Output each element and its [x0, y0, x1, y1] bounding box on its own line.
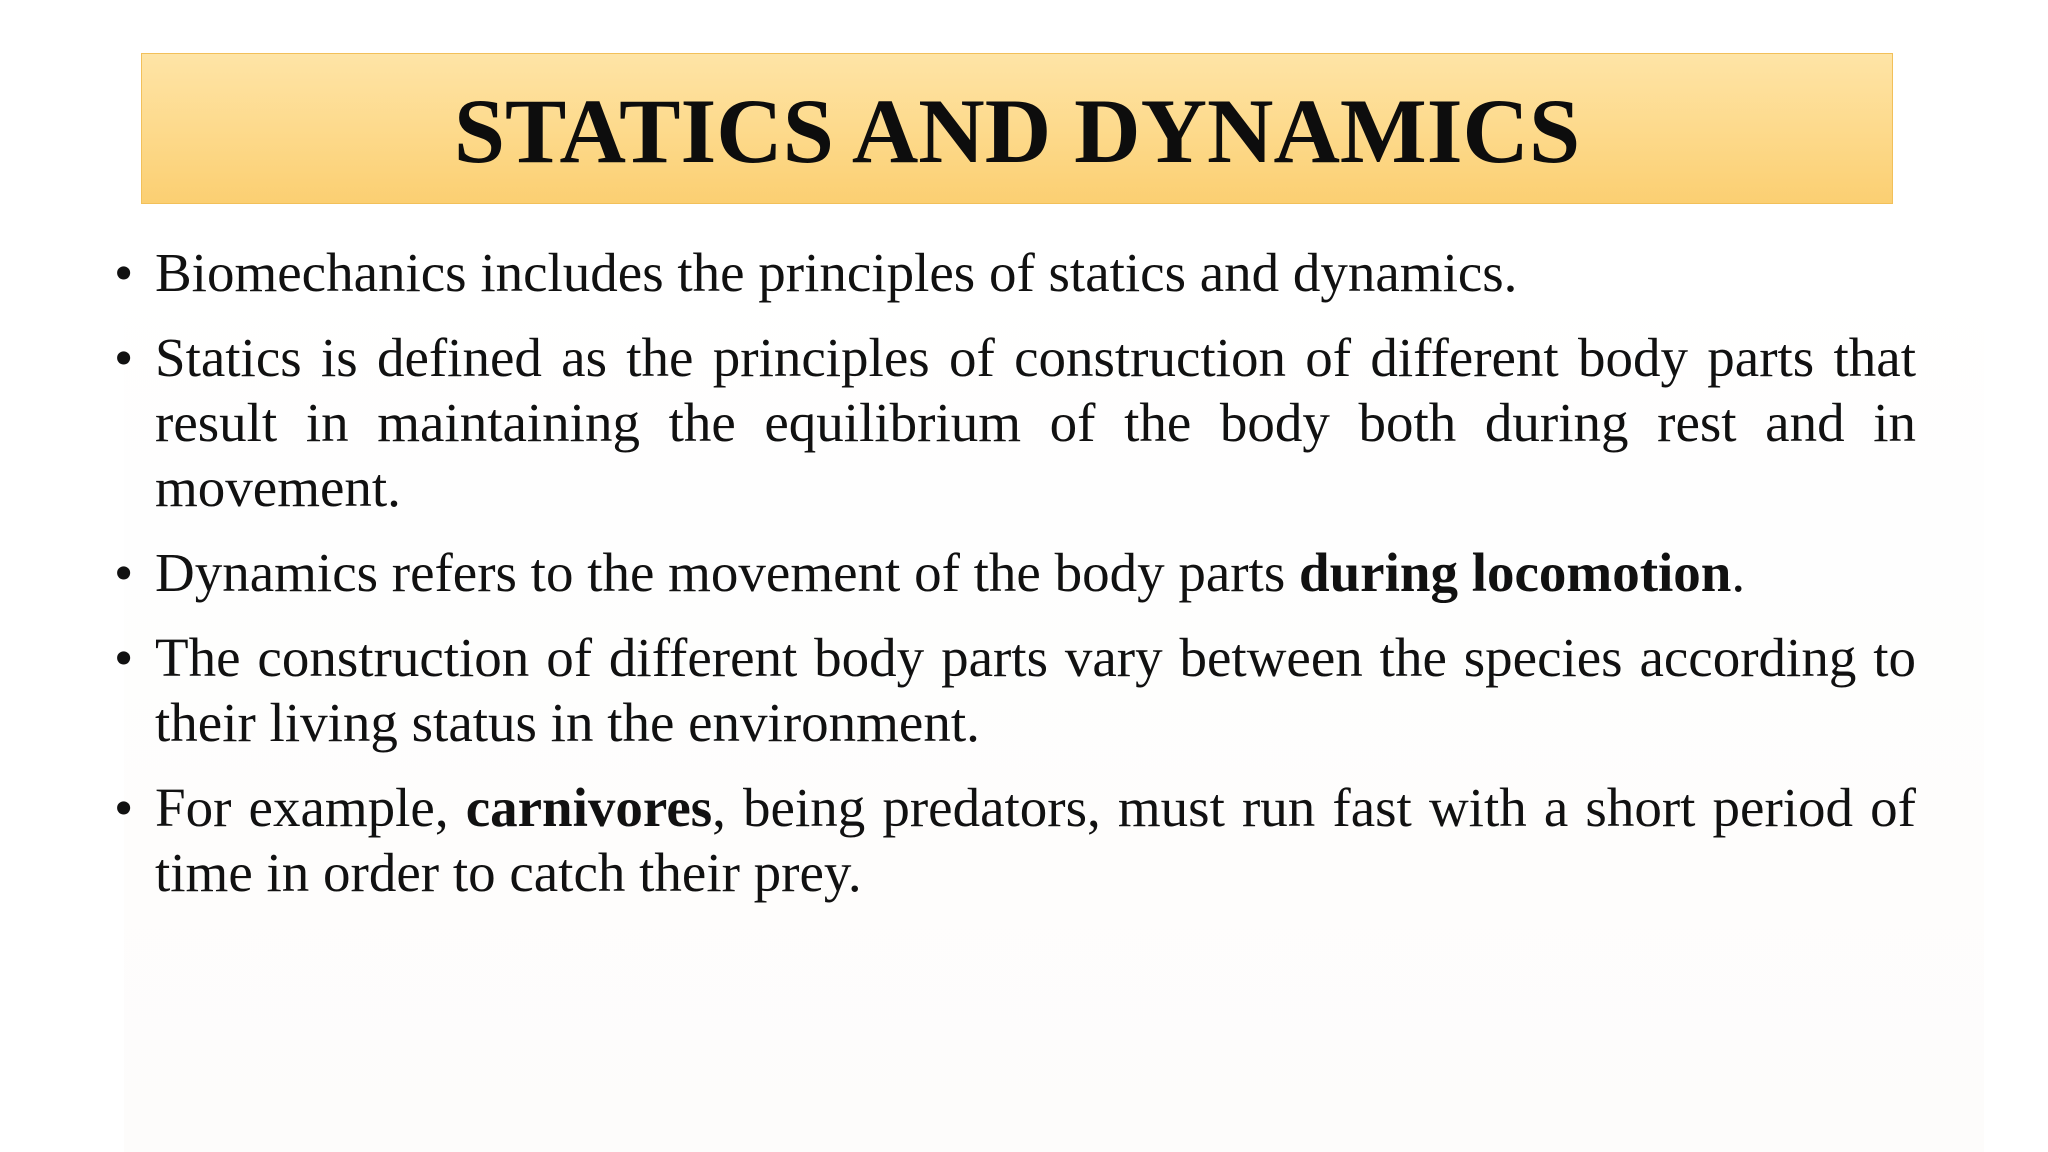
bullet-text: Dynamics refers to the movement of the body parts [155, 542, 1299, 603]
slide-title: STATICS AND DYNAMICS [453, 79, 1581, 182]
bullet-text: The construction of different body parts vary between the species according to their living status in the environment. [155, 627, 1916, 753]
bullet-list [114, 240, 1916, 925]
bullet-text: For example, [155, 777, 466, 838]
bullet-icon: • [114, 327, 134, 388]
bullet-item-1 [114, 240, 1916, 305]
bullet-text-end: . [1731, 542, 1746, 603]
bullet-bold-text: carnivores [465, 777, 713, 838]
bullet-item-5 [114, 775, 1916, 905]
bullet-item-4 [114, 625, 1916, 755]
bullet-icon: • [114, 777, 134, 838]
bullet-icon: • [114, 627, 134, 688]
bullet-text: Statics is defined as the principles of construction of different body parts that result in maintaining the equilibrium of the body both during rest and in movement. [155, 327, 1916, 518]
bullet-text: Biomechanics includes the principles of statics and dynamics. [155, 242, 1518, 303]
bullet-bold-text: during locomotion [1299, 542, 1732, 603]
bullet-icon: • [114, 242, 134, 303]
bullet-icon: • [114, 542, 134, 603]
title-banner [141, 53, 1893, 204]
bullet-text-end: , being predators, must run fast with a short period of time in order to catch their prey. [155, 777, 1916, 903]
bullet-item-3 [114, 540, 1916, 605]
bullet-item-2 [114, 325, 1916, 520]
